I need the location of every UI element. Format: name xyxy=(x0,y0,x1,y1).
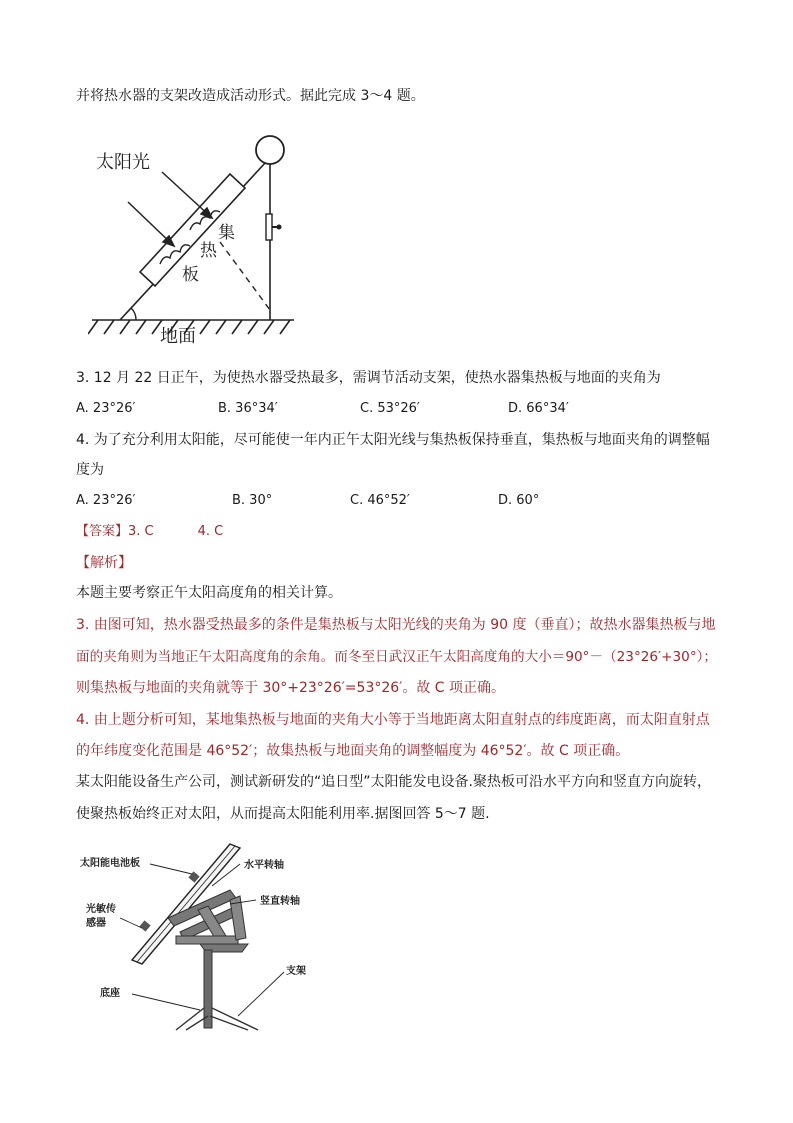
answer-4: 4. C xyxy=(197,524,224,539)
passage2-line1: 某太阳能设备生产公司，测试新研发的“追日型”太阳能发电设备.聚热板可沿水平方向和竖直方向旋转， xyxy=(76,774,711,790)
label-base: 底座 xyxy=(100,988,120,999)
q4-stem-line1: 4. 为了充分利用太阳能，尽可能使一年内正午太阳光线与集热板保持垂直，集热板与地面夹角的调整幅 xyxy=(76,432,710,448)
q4-option-a: A. 23°26′ xyxy=(76,493,136,508)
label-sensor-line1: 光敏传 xyxy=(86,904,116,915)
label-support: 支架 xyxy=(286,966,306,977)
answer-3: 3. C xyxy=(128,524,154,539)
label-re: 热 xyxy=(200,241,217,261)
figure-solar-tracker xyxy=(80,840,380,1040)
label-vertical-axis: 竖直转轴 xyxy=(260,896,300,907)
base-legs xyxy=(176,1008,258,1030)
analysis-label: 【解析】 xyxy=(76,555,132,571)
label-ban: 板 xyxy=(182,265,199,285)
sensor-side xyxy=(139,920,150,931)
q3-option-b: B. 36°34′ xyxy=(218,401,278,416)
q4-stem-line2: 度为 xyxy=(76,462,104,478)
pole-clamp xyxy=(266,214,272,240)
q3-stem: 3. 12 月 22 日正午，为使热水器受热最多，需调节活动支架，使热水器集热板与地面的夹角为 xyxy=(76,370,661,386)
analysis-3-line1: 3. 由图可知，热水器受热最多的条件是集热板与太阳光线的夹角为 90 度（垂直）；故热水器集热板与地 xyxy=(76,617,716,633)
angle-arc xyxy=(131,308,136,320)
analysis-4-line2: 的年纬度变化范围是 46°52′；故集热板与地面夹角的调整幅度为 46°52′。故 C 项正确。 xyxy=(76,743,630,759)
label-sensor-line2: 感器 xyxy=(86,918,106,929)
label-ji: 集 xyxy=(218,223,235,243)
label-ground: 地面 xyxy=(160,326,196,347)
answer-label: 【答案】 xyxy=(76,524,129,539)
q3-option-a: A. 23°26′ xyxy=(76,401,136,416)
q3-option-d: D. 66°34′ xyxy=(508,401,569,416)
analysis-3-line3: 则集热板与地面的夹角就等于 30°+23°26′=53°26′。故 C 项正确。 xyxy=(76,680,506,696)
label-solar-panel: 太阳能电池板 xyxy=(80,858,140,869)
dashed-line xyxy=(220,242,270,310)
water-tank xyxy=(256,136,284,164)
analysis-summary: 本题主要考察正午太阳高度角的相关计算。 xyxy=(76,585,342,601)
q3-option-c: C. 53°26′ xyxy=(360,401,420,416)
answer-line xyxy=(76,522,223,542)
figure-water-heater xyxy=(88,132,328,347)
analysis-4-line1: 4. 由上题分析可知，某地集热板与地面的夹角大小等于当地距离太阳直射点的纬度距离，而太阳直射点 xyxy=(76,712,710,728)
passage2-line2: 使聚热板始终正对太阳，从而提高太阳能利用率.据图回答 5～7 题. xyxy=(76,806,490,822)
analysis-3-line2: 面的夹角则为当地正午太阳高度角的余角。而冬至日武汉正午太阳高度角的大小＝90°－（23°26′+30°）； xyxy=(76,649,718,665)
q4-option-c: C. 46°52′ xyxy=(350,493,410,508)
label-horizontal-axis: 水平转轴 xyxy=(244,860,284,871)
intro-text: 并将热水器的支架改造成活动形式。据此完成 3～4 题。 xyxy=(76,88,425,104)
label-sun: 太阳光 xyxy=(96,152,150,173)
q4-option-b: B. 30° xyxy=(232,493,273,508)
q4-option-d: D. 60° xyxy=(498,493,540,508)
